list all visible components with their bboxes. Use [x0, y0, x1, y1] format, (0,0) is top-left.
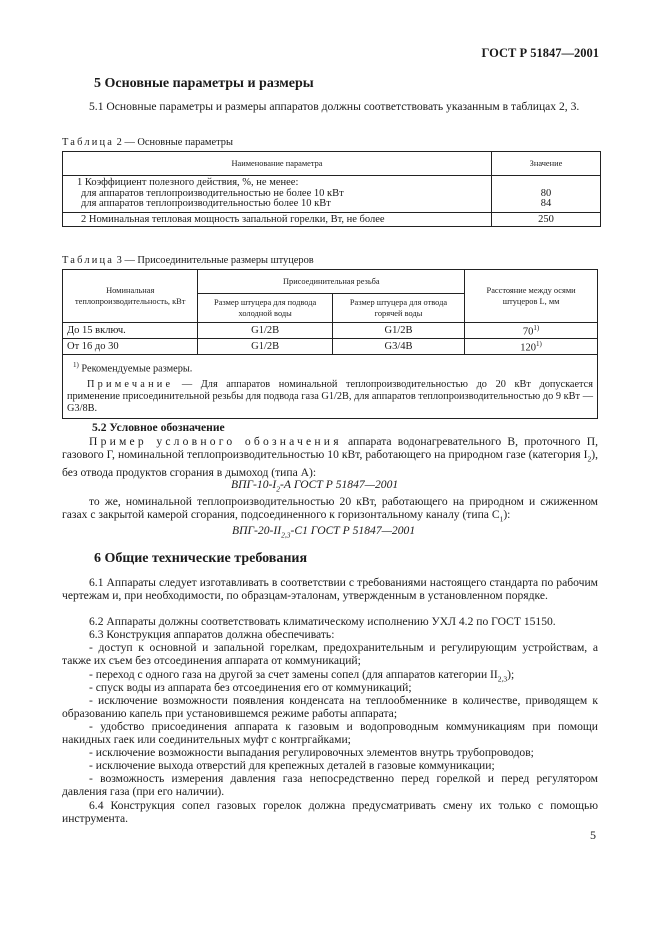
paragraph-6-2: 6.2 Аппараты должны соответствовать климатическому исполнению УХЛ 4.2 по ГОСТ 15150.: [89, 615, 556, 628]
table-2-caption: [62, 137, 233, 148]
table-3-notes: [63, 355, 598, 419]
paragraph-6-4: 6.4 Конструкция сопел газовых горелок должна предусматривать смену их только с помощью инструмента.: [62, 799, 598, 826]
table-3-row-2-cold: G1/2В: [198, 339, 332, 355]
table-3-row-1-hot: G1/2В: [332, 323, 464, 339]
table-2-row-1-line-3: для аппаратов теплопроизводительностью более 10 кВт: [81, 198, 331, 210]
table-2-row-1-line-1: 1 Коэффициент полезного действия, %, не менее:: [77, 177, 299, 189]
table-2-row-2: 2 Номинальная тепловая мощность запальной горелки, Вт, не более: [63, 213, 492, 227]
table-3-footnote: $^{1)}$ Рекомендуемые размеры.: [73, 361, 193, 375]
section-5-title: 5 Основные параметры и размеры: [94, 76, 314, 91]
paragraph-6-3: 6.3 Конструкция аппаратов должна обеспечивать:: [89, 628, 335, 641]
table-3-header-thread: Присоединительная резьба: [198, 270, 465, 294]
table-3: [62, 269, 598, 419]
table-3-header-hot: Размер штуцера для отвода горячей воды: [332, 294, 464, 323]
table-3-row-1-power: До 15 включ.: [63, 323, 198, 339]
page-number: 5: [590, 828, 596, 842]
table-3-header-cold: Размер штуцера для подвода холодной воды: [198, 294, 332, 323]
paragraph-5-1: 5.1 Основные параметры и размеры аппаратов должны соответствовать указанным в таблицах 2, 3.: [89, 100, 580, 113]
table-2-row-1-value-1: 80: [540, 187, 552, 199]
table-2-caption-word: Таблица: [62, 137, 115, 148]
paragraph-6-1: 6.1 Аппараты следует изготавливать в соответствии с требованиями настоящего стандарта по рабочим чертежам и, при необходимости, по образцам-эталонам, утвержденным в установленном порядке.: [62, 576, 598, 603]
table-3-note-text: — Для аппаратов номинальной теплопроизводительностью до 20 кВт допускается применение присоединительной резьбы для подвода газа G1/2В, для аппаратов теплопроизводительностью до 9 кВт — G3/8В.: [67, 378, 593, 415]
table-3-caption-word: Таблица: [62, 255, 115, 266]
table-2-row-2-value: 250: [492, 213, 601, 227]
paragraph-5-2-example-1: Пример условного обозначения аппарата водонагревательного В, проточного П, газового Г, номинальной теплопроизводительностью 10 кВт, работающего на природном газе (категория $I_2$), без отвода продуктов сгорания в дымоход (типа А):: [62, 435, 598, 479]
bullet-no-falling: - исключение возможности выпадания регулировочных элементов внутрь трубопроводов;: [89, 746, 534, 759]
table-2-header-value: Значение: [492, 152, 601, 176]
bullet-connection: - удобство присоединения аппарата к газовым и водопроводным коммуникациям при помощи накидных гаек или соединительных муфт с контргайками;: [62, 720, 598, 747]
example-label: Пример условного обозначения: [89, 435, 342, 448]
designation-formula-1: ВПГ-$10-I_2-А$ ГОСТ Р 51847—2001: [231, 478, 399, 494]
table-2: [62, 151, 601, 227]
table-3-caption-text: 3 — Присоединительные размеры штуцеров: [114, 255, 314, 266]
table-3-row-1-footnote-mark: 1): [533, 323, 540, 332]
document-header: ГОСТ Р 51847—2001: [481, 46, 599, 60]
table-2-row-1-line-2: для аппаратов теплопроизводительностью не более 10 кВт: [81, 187, 344, 199]
table-2-header-param: Наименование параметра: [63, 152, 492, 176]
bullet-fastener-holes: - исключение выхода отверстий для крепежных деталей в газовые коммуникации;: [89, 759, 495, 772]
section-6-title: 6 Общие технические требования: [94, 551, 308, 566]
table-3-header-distance: Расстояние между осями штуцеров L, мм: [465, 270, 598, 323]
table-3-row-2-hot: G3/4В: [332, 339, 464, 355]
table-3-row-1-distance: [465, 323, 598, 339]
table-2-row-1-values: [492, 176, 601, 213]
table-3-row-1-distance-value: 70: [522, 326, 534, 338]
table-3-row-1-cold: G1/2В: [198, 323, 332, 339]
table-2-row-1-value-2: 84: [540, 198, 552, 210]
table-3-header-power: Номинальная теплопроизводительность, кВт: [63, 270, 198, 323]
bullet-water-drain: - спуск воды из аппарата без отсоединения его от коммуникаций;: [89, 681, 412, 694]
bullet-access: - доступ к основной и запальной горелкам, предохранительным и регулирующим устройствам, а также их съем без отсоединения аппарата от коммуникаций;: [62, 641, 598, 668]
paragraph-5-2-example-2: то же, номинальной теплопроизводительностью 20 кВт, работающего на природном и сжиженном газах с закрытой камерой сгорания, подсоединенного к горизонтальному каналу (типа $С_1$):: [62, 495, 598, 524]
table-3-note-label: Примечание: [87, 378, 174, 390]
table-3-row-2-power: От 16 до 30: [63, 339, 198, 355]
table-2-caption-text: 2 — Основные параметры: [114, 137, 233, 148]
table-3-row-2-distance: [465, 339, 598, 355]
bullet-condensate: - исключение возможности появления конденсата на теплообменнике в количестве, приводящем к образованию капель при установившемся режиме работы аппарата;: [62, 694, 598, 721]
table-2-row-1: [63, 176, 492, 213]
section-5-2-title: 5.2 Условное обозначение: [92, 421, 225, 434]
bullet-gas-change: - переход с одного газа на другой за счет замены сопел (для аппаратов категории $II_{2,3}$);: [89, 668, 515, 684]
table-3-note: [67, 379, 593, 416]
designation-formula-2: ВПГ-$20-II_{2,3}-С1$ ГОСТ Р 51847—2001: [232, 524, 416, 540]
table-3-row-2-distance-value: 120: [520, 342, 537, 354]
table-3-caption: [62, 255, 314, 266]
bullet-pressure-measure: - возможность измерения давления газа непосредственно перед горелкой и перед регулятором давления газа (при его наличии).: [62, 772, 598, 799]
table-3-row-2-footnote-mark: 1): [536, 339, 542, 348]
